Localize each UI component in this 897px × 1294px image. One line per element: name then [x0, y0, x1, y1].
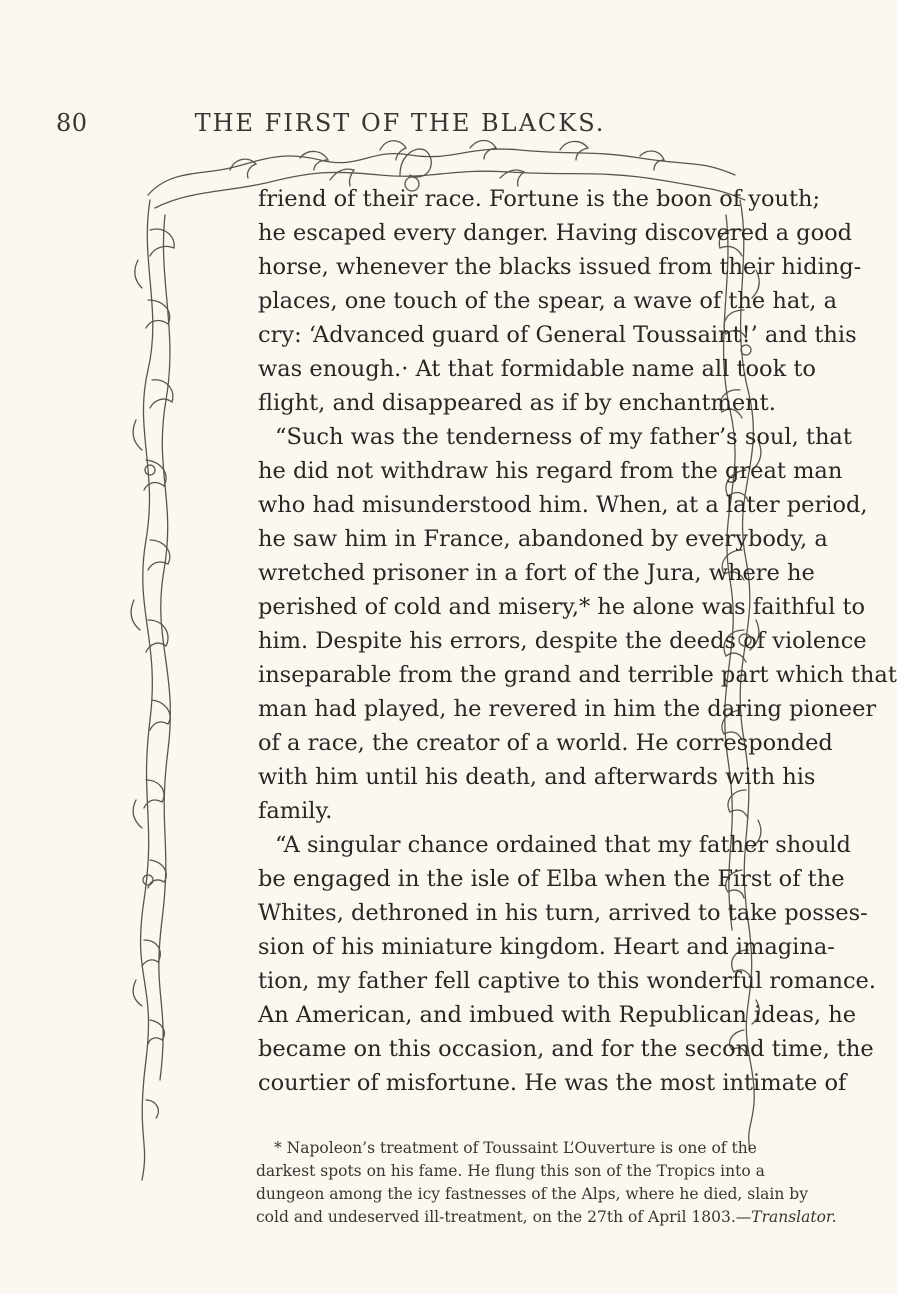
footnote-line: * Napoleon’s treatment of Toussaint L’Ouverture is one of the — [274, 1139, 757, 1157]
text-line: became on this occasion, and for the second time, the — [258, 1036, 874, 1062]
text-line: he escaped every danger. Having discovered a good — [258, 220, 853, 246]
text-line: friend of their race. Fortune is the boon of youth; — [258, 186, 821, 212]
text-line: “Such was the tenderness of my father’s soul, that — [275, 424, 852, 450]
text-line: flight, and disappeared as if by enchantment. — [258, 390, 776, 416]
footnote-line: dungeon among the icy fastnesses of the Alps, where he died, slain by — [256, 1185, 808, 1203]
text-line: of a race, the creator of a world. He corresponded — [258, 730, 833, 756]
text-line: places, one touch of the spear, a wave of the hat, a — [258, 288, 838, 314]
text-line: family. — [258, 798, 333, 824]
text-line: cry: ‘Advanced guard of General Toussaint!’ and this — [258, 322, 857, 348]
text-line: with him until his death, and afterwards with his — [258, 764, 816, 790]
text-line: man had played, he revered in him the daring pioneer — [258, 696, 877, 722]
text-line: he did not withdraw his regard from the great man — [258, 458, 843, 484]
translator-attribution: Translator. — [751, 1208, 837, 1226]
text-line: wretched prisoner in a fort of the Jura, where he — [258, 560, 815, 586]
text-line: he saw him in France, abandoned by everybody, a — [258, 526, 828, 552]
page-number: 80 — [56, 109, 88, 137]
text-line: tion, my father fell captive to this wonderful romance. — [258, 968, 877, 994]
text-line: sion of his miniature kingdom. Heart and imagina- — [258, 934, 835, 960]
text-line: perished of cold and misery,* he alone was faithful to — [258, 594, 866, 620]
footnote-line: cold and undeserved ill-treatment, on the 27th of April 1803.—Translator. — [256, 1208, 837, 1226]
text-line: be engaged in the isle of Elba when the First of the — [258, 866, 845, 892]
text-line: Whites, dethroned in his turn, arrived to take posses- — [258, 900, 868, 926]
text-line: who had misunderstood him. When, at a later period, — [258, 492, 868, 518]
text-line: horse, whenever the blacks issued from their hiding- — [258, 254, 862, 280]
text-line: him. Despite his errors, despite the deeds of violence — [258, 628, 867, 654]
text-line: “A singular chance ordained that my father should — [275, 832, 851, 858]
running-head: THE FIRST OF THE BLACKS. — [194, 109, 606, 137]
text-line: An American, and imbued with Republican ideas, he — [258, 1002, 857, 1028]
footnote-line: darkest spots on his fame. He flung this son of the Tropics into a — [256, 1162, 765, 1180]
text-line: inseparable from the grand and terrible part which that — [258, 662, 897, 688]
text-line: was enough.· At that formidable name all took to — [258, 356, 816, 382]
text-line: courtier of misfortune. He was the most intimate of — [258, 1070, 847, 1096]
